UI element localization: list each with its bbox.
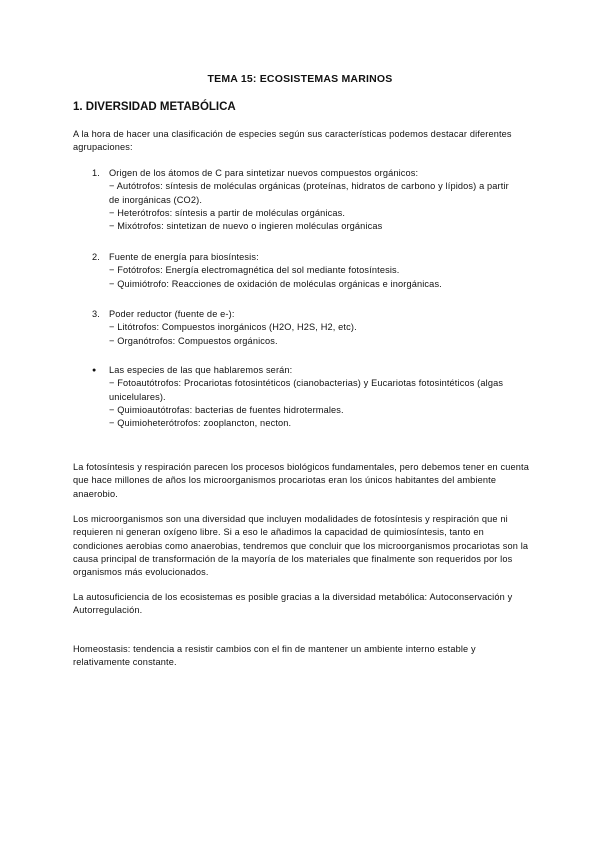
body-paragraph: Homeostasis: tendencia a resistir cambios con el fin de mantener un ambiente interno estable y relativamente constante.	[73, 644, 476, 668]
section-heading: 1. DIVERSIDAD METABÓLICA	[73, 101, 236, 113]
list-item	[92, 251, 522, 291]
list-subitem: − Mixótrofos: sintetizan de nuevo o ingieren moléculas orgánicas	[109, 221, 383, 232]
list-subitem: − Heterótrofos: síntesis a partir de moléculas orgánicas.	[109, 207, 346, 218]
list-item-heading: Fuente de energía para biosíntesis:	[109, 252, 259, 262]
list-item-heading: Poder reductor (fuente de e-):	[109, 309, 235, 319]
list-item	[92, 167, 522, 233]
list-subitem: − Litótrofos: Compuestos inorgánicos (H2O, H2S, H2, etc).	[109, 322, 357, 333]
list-subitem: − Quimioheterótrofos: zooplancton, necton.	[109, 418, 292, 429]
bullet-marker: ●	[92, 367, 97, 374]
list-subitem: − Quimioautótrofas: bacterias de fuentes hidrotermales.	[109, 404, 344, 415]
list-marker: 1.	[92, 168, 100, 178]
list-subitem: − Fotótrofos: Energía electromagnética del sol mediante fotosíntesis.	[109, 265, 400, 276]
list-item-heading: Origen de los átomos de C para sintetizar nuevos compuestos orgánicos:	[109, 168, 419, 178]
list-marker: 2.	[92, 252, 100, 262]
list-subitem: − Autótrofos: síntesis de moléculas orgánicas (proteínas, hidratos de carbono y lípidos) a partir de inorgánicas (CO2).	[109, 181, 509, 205]
list-marker: 3.	[92, 309, 100, 319]
list-item	[92, 308, 522, 348]
list-subitem: − Quimiótrofo: Reacciones de oxidación de moléculas orgánicas e inorgánicas.	[109, 278, 442, 289]
list-item-heading: Las especies de las que hablaremos serán:	[109, 365, 293, 375]
list-item	[92, 364, 522, 430]
list-subitem: − Organótrofos: Compuestos orgánicos.	[109, 335, 278, 346]
body-paragraph: La fotosíntesis y respiración parecen los procesos biológicos fundamentales, pero debemos tener en cuenta que hace millones de años los microorganismos procariotas eran los únicos habitantes del ambiente anaerobio.	[73, 462, 529, 499]
body-paragraph: La autosuficiencia de los ecosistemas es posible gracias a la diversidad metabólica: Autoconservación y Autorregulación.	[73, 592, 513, 616]
document-title: TEMA 15: ECOSISTEMAS MARINOS	[207, 73, 393, 85]
list-subitem: − Fotoautótrofos: Procariotas fotosintéticos (cianobacterias) y Eucariotas fotosintéticos (algas unicelulares).	[109, 378, 504, 402]
intro-paragraph: A la hora de hacer una clasificación de especies según sus características podemos destacar diferentes agrupaciones:	[73, 129, 512, 153]
body-paragraph: Los microorganismos son una diversidad que incluyen modalidades de fotosíntesis y respiración que ni requieren ni generan oxígeno libre. Si a eso le añadimos la capacidad de quimiosíntesis, tanto en condiciones aerobias como anaerobias, tendremos que concluir que los microorganismos procariotas son la causa principal de transformación de la mayoría de los materiales que finalmente son requeridos por los organismos más evolucionados.	[73, 514, 529, 578]
